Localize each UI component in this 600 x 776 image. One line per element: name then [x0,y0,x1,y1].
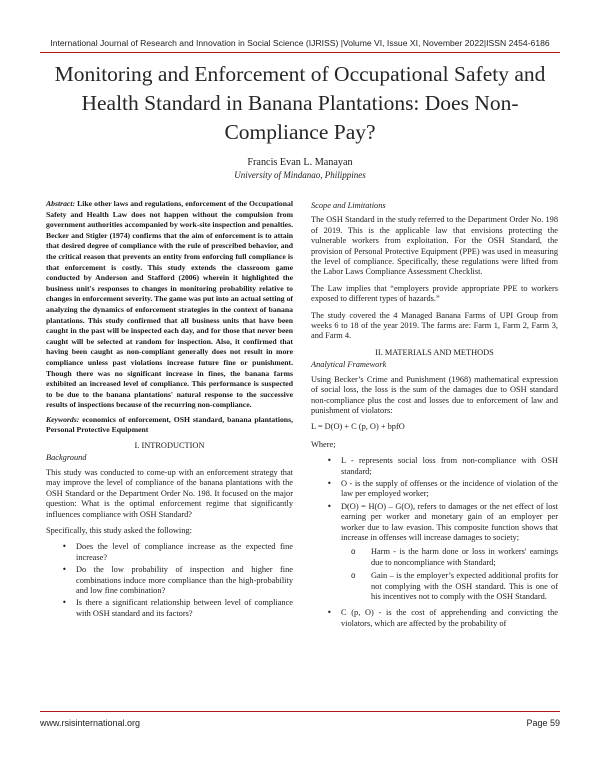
sub-list-item: o Harm - is the harm done or loss in workers' earnings due to noncompliance with Standard; [371,547,558,568]
list-item [341,502,558,603]
list-item: • Do the low probability of inspection and higher fine combinations induce more compliance than the high-probability and low fine combination? [76,565,293,596]
footer-rule [40,711,560,712]
loss-formula: L = D(O) + C (p, O) + bpfO [311,422,405,432]
paragraph: This study was conducted to come-up with an enforcement strategy that may improve the level of compliance of the banana plantations with the OSH Standard or the Department Order No. 198. It focused on the major question: What is the optimal enforcement regime that significantly influences compliance with OSH Standard? [46,467,293,519]
header-rule [40,52,560,53]
left-column [46,199,293,625]
subheading-scope: Scope and Limitations [311,201,386,210]
paragraph: Specifically, this study asked the following: [46,525,192,535]
list-item: • O - is the supply of offenses or the incidence of violation of the law per employed worker; [341,479,558,500]
right-column [311,199,558,635]
keywords [46,415,293,436]
running-header: International Journal of Research and Innovation in Social Science (IJRISS) |Volume VI, Issue XI, November 2022|ISSN 2454-6186 [50,38,550,48]
sub-definitions-list [341,547,558,602]
list-item: • L - represents social loss from non-compliance with OSH standard; [341,456,558,477]
abstract-label: Abstract: [46,199,76,208]
definitions-list [311,456,558,629]
page-number: Page 59 [526,718,560,728]
research-questions-list [46,542,293,619]
footer-website: www.rsisinternational.org [40,718,141,728]
abstract [46,199,293,411]
paper-title: Monitoring and Enforcement of Occupational Safety and Health Standard in Banana Plantations: Does Non-Compliance Pay? [54,62,546,144]
paragraph: The study covered the 4 Managed Banana Farms of UPI Group from weeks 6 to 18 of the year 2019. The farms are: Farm 1, Farm 2, Farm 3, and Farm 4. [311,310,558,341]
list-item: • C (p, O) - is the cost of apprehending and convicting the violators, which are affected by the probability of [341,608,558,629]
paragraph: The OSH Standard in the study referred to the Department Order No. 198 of 2019. This is the applicable law that envisions protecting the vulnerable workers from exploitation. For the OSH Standard, the provision of Personal Protective Equipment (PPE) was used in measuring the level of compliance. Specifically, these regulations were lifted from the Labor Laws Compliance Assessment Checklist. [311,215,558,277]
list-item-text: D(O) = H(O) – G(O), refers to damages or the net effect of lost earning per worker and monetary gain of an employer per worker due to law evasion. This composite function shows that increase in offenses will increase damages to society; [341,501,558,542]
subheading-analytical-framework: Analytical Framework [311,360,387,370]
abstract-text: Like other laws and regulations, enforcement of the Occupational Safety and Health Law does not happen without the compulsion from government authorities accompanied by work-site inspection and penalties. Becker and Stigler (1974) confirms that the aim of enforcement is to attain that desired degree of compliance with the rule of prescribed behavior, and the critical reason that prevents an entity from enforcing full compliance is that enforcement is costly. This study extends the classroom game conducted by Anderson and Stafford (2006) wherein it highlighted the business unit's responses to changes in monitoring probability relative to changes in enforcement severity. The game was put into an actual setting of analyzing the dynamics of enforcement strategies in the context of banana plantations. This study confirmed that all business units that have been caught in the past will be inspected each day, and for those that never been caught will be selected at random for inspection. Also, it confirmed that having been caught as non-compliant generally does not result in more compliance unless past violations increase future fine or punishment. Though there was no significant increase in fines, the banana farms exhibited an increased level of compliance. This performance is suspected to be due to the banana plantations' natural response to the successive results of inspections because of the recurring non-compliance. [46,199,293,410]
section-heading-introduction: I. INTRODUCTION [134,441,205,451]
subheading-background: Background [46,453,87,463]
where-label: Where; [311,439,336,449]
keywords-label: Keywords: [46,414,80,424]
section-heading-methods: II. MATERIALS AND METHODS [375,347,494,357]
paragraph: Using Becker’s Crime and Punishment (1968) mathematical expression of social loss, the loss is the sum of the damages due to OSH standard non-compliance plus the cost and losses due to enforcement of law and punishment of violators: [311,374,558,415]
list-item: • Does the level of compliance increase as the expected fine increase? [76,542,293,563]
sub-list-item: o Gain – is the employer’s expected additional profits for not complying with the OSH standard. This is one of his incentives not to comply with the OSH Standard. [371,571,558,602]
keywords-text: economics of enforcement, OSH standard, banana plantations, Personal Protective Equipment [46,414,293,435]
author-name: Francis Evan L. Manayan [247,157,353,168]
paragraph: The Law implies that “employers provide appropriate PPE to workers exposed to different types of hazards.” [311,283,558,304]
list-item: • Is there a significant relationship between level of compliance with OSH standard and its factors? [76,598,293,619]
author-affiliation: University of Mindanao, Philippines [234,170,366,180]
